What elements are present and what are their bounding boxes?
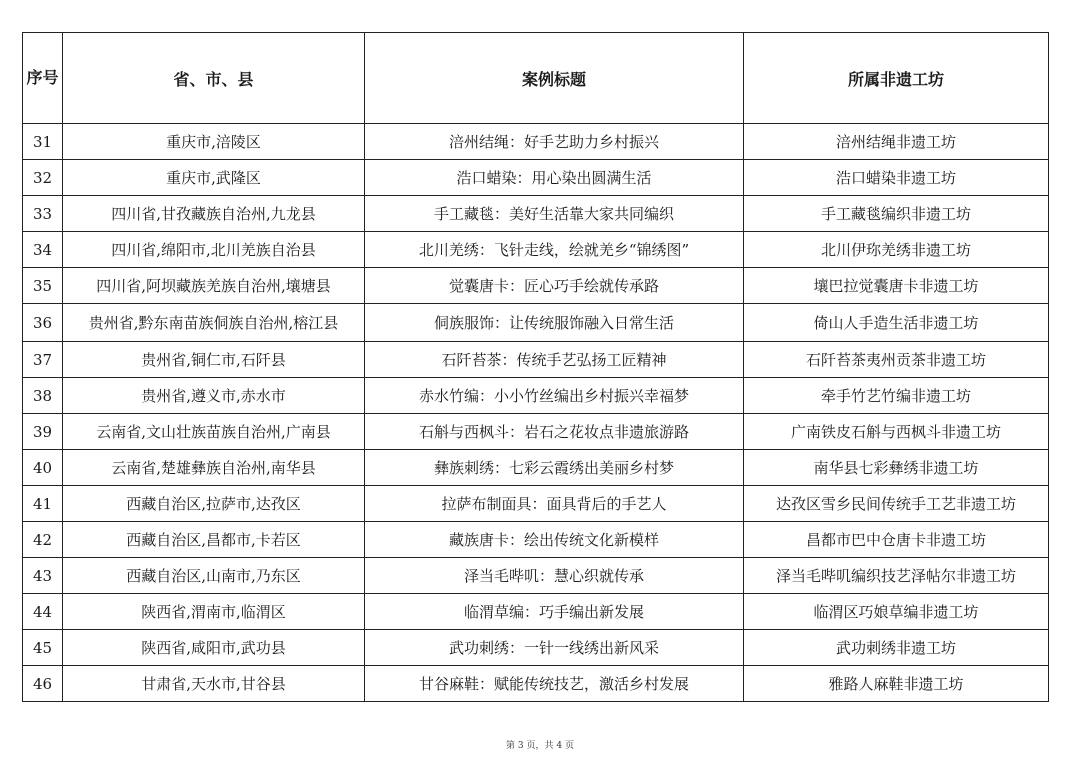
cell-workshop: 石阡苔茶夷州贡茶非遗工坊: [744, 342, 1049, 378]
cell-title: 侗族服饰：让传统服饰融入日常生活: [365, 304, 744, 342]
table-row: [23, 450, 1049, 486]
cell-region: 西藏自治区,拉萨市,达孜区: [63, 486, 365, 522]
header-region: 省、市、县: [63, 33, 365, 124]
cell-workshop: 广南铁皮石斛与西枫斗非遗工坊: [744, 414, 1049, 450]
table-row: [23, 160, 1049, 196]
cell-title: 石阡苔茶：传统手艺弘扬工匠精神: [365, 342, 744, 378]
cell-workshop: 临渭区巧娘草编非遗工坊: [744, 594, 1049, 630]
cell-workshop: 北川伊珎羌绣非遗工坊: [744, 232, 1049, 268]
cell-workshop: 倚山人手造生活非遗工坊: [744, 304, 1049, 342]
heritage-case-table: [22, 32, 1049, 702]
header-title: 案例标题: [365, 33, 744, 124]
cell-title: 手工藏毯：美好生活靠大家共同编织: [365, 196, 744, 232]
cell-workshop: 浩口蜡染非遗工坊: [744, 160, 1049, 196]
cell-seq: 46: [23, 666, 63, 702]
table-body: [23, 124, 1049, 702]
cell-title: 藏族唐卡：绘出传统文化新模样: [365, 522, 744, 558]
cell-workshop: 泽当毛哔叽编织技艺泽帖尔非遗工坊: [744, 558, 1049, 594]
header-workshop: 所属非遗工坊: [744, 33, 1049, 124]
cell-workshop: 武功刺绣非遗工坊: [744, 630, 1049, 666]
cell-seq: 44: [23, 594, 63, 630]
cell-region: 陕西省,渭南市,临渭区: [63, 594, 365, 630]
cell-workshop: 雅路人麻鞋非遗工坊: [744, 666, 1049, 702]
table-row: [23, 378, 1049, 414]
cell-workshop: 达孜区雪乡民间传统手工艺非遗工坊: [744, 486, 1049, 522]
table-row: [23, 666, 1049, 702]
cell-region: 云南省,楚雄彝族自治州,南华县: [63, 450, 365, 486]
cell-seq: 36: [23, 304, 63, 342]
cell-region: 贵州省,黔东南苗族侗族自治州,榕江县: [63, 304, 365, 342]
cell-region: 云南省,文山壮族苗族自治州,广南县: [63, 414, 365, 450]
cell-seq: 32: [23, 160, 63, 196]
cell-seq: 41: [23, 486, 63, 522]
table-row: [23, 268, 1049, 304]
cell-region: 西藏自治区,昌都市,卡若区: [63, 522, 365, 558]
cell-region: 重庆市,武隆区: [63, 160, 365, 196]
table-row: [23, 558, 1049, 594]
cell-seq: 42: [23, 522, 63, 558]
cell-workshop: 南华县七彩彝绣非遗工坊: [744, 450, 1049, 486]
cell-title: 武功刺绣：一针一线绣出新风采: [365, 630, 744, 666]
table-row: [23, 522, 1049, 558]
page-footer: 第 3 页，共 4 页: [506, 741, 574, 751]
cell-workshop: 昌都市巴中仓唐卡非遗工坊: [744, 522, 1049, 558]
cell-workshop: 涪州结绳非遗工坊: [744, 124, 1049, 160]
cell-region: 四川省,甘孜藏族自治州,九龙县: [63, 196, 365, 232]
table-row: [23, 124, 1049, 160]
cell-seq: 45: [23, 630, 63, 666]
cell-title: 泽当毛哔叽：慧心织就传承: [365, 558, 744, 594]
cell-seq: 33: [23, 196, 63, 232]
cell-seq: 31: [23, 124, 63, 160]
cell-region: 四川省,绵阳市,北川羌族自治县: [63, 232, 365, 268]
cell-region: 甘肃省,天水市,甘谷县: [63, 666, 365, 702]
cell-region: 西藏自治区,山南市,乃东区: [63, 558, 365, 594]
cell-region: 重庆市,涪陵区: [63, 124, 365, 160]
table-row: [23, 486, 1049, 522]
cell-region: 贵州省,铜仁市,石阡县: [63, 342, 365, 378]
cell-title: 北川羌绣：飞针走线，绘就羌乡“锦绣图”: [365, 232, 744, 268]
cell-title: 彝族刺绣：七彩云霞绣出美丽乡村梦: [365, 450, 744, 486]
cell-seq: 43: [23, 558, 63, 594]
table-header-row: [23, 33, 1049, 124]
header-seq: 序号: [23, 33, 63, 124]
cell-seq: 35: [23, 268, 63, 304]
cell-region: 四川省,阿坝藏族羌族自治州,壤塘县: [63, 268, 365, 304]
table-row: [23, 342, 1049, 378]
cell-seq: 34: [23, 232, 63, 268]
table-row: [23, 414, 1049, 450]
table-row: [23, 594, 1049, 630]
cell-region: 贵州省,遵义市,赤水市: [63, 378, 365, 414]
table-row: [23, 630, 1049, 666]
cell-title: 临渭草编：巧手编出新发展: [365, 594, 744, 630]
cell-title: 拉萨布制面具：面具背后的手艺人: [365, 486, 744, 522]
table-row: [23, 232, 1049, 268]
cell-seq: 39: [23, 414, 63, 450]
cell-workshop: 牵手竹艺竹编非遗工坊: [744, 378, 1049, 414]
cell-region: 陕西省,咸阳市,武功县: [63, 630, 365, 666]
cell-seq: 40: [23, 450, 63, 486]
cell-title: 涪州结绳：好手艺助力乡村振兴: [365, 124, 744, 160]
table-row: [23, 304, 1049, 342]
cell-title: 甘谷麻鞋：赋能传统技艺，激活乡村发展: [365, 666, 744, 702]
cell-workshop: 手工藏毯编织非遗工坊: [744, 196, 1049, 232]
cell-seq: 37: [23, 342, 63, 378]
cell-title: 浩口蜡染：用心染出圆满生活: [365, 160, 744, 196]
cell-title: 赤水竹编：小小竹丝编出乡村振兴幸福梦: [365, 378, 744, 414]
cell-seq: 38: [23, 378, 63, 414]
cell-title: 觉囊唐卡：匠心巧手绘就传承路: [365, 268, 744, 304]
cell-workshop: 壤巴拉觉囊唐卡非遗工坊: [744, 268, 1049, 304]
cell-title: 石斛与西枫斗：岩石之花妆点非遗旅游路: [365, 414, 744, 450]
table-row: [23, 196, 1049, 232]
